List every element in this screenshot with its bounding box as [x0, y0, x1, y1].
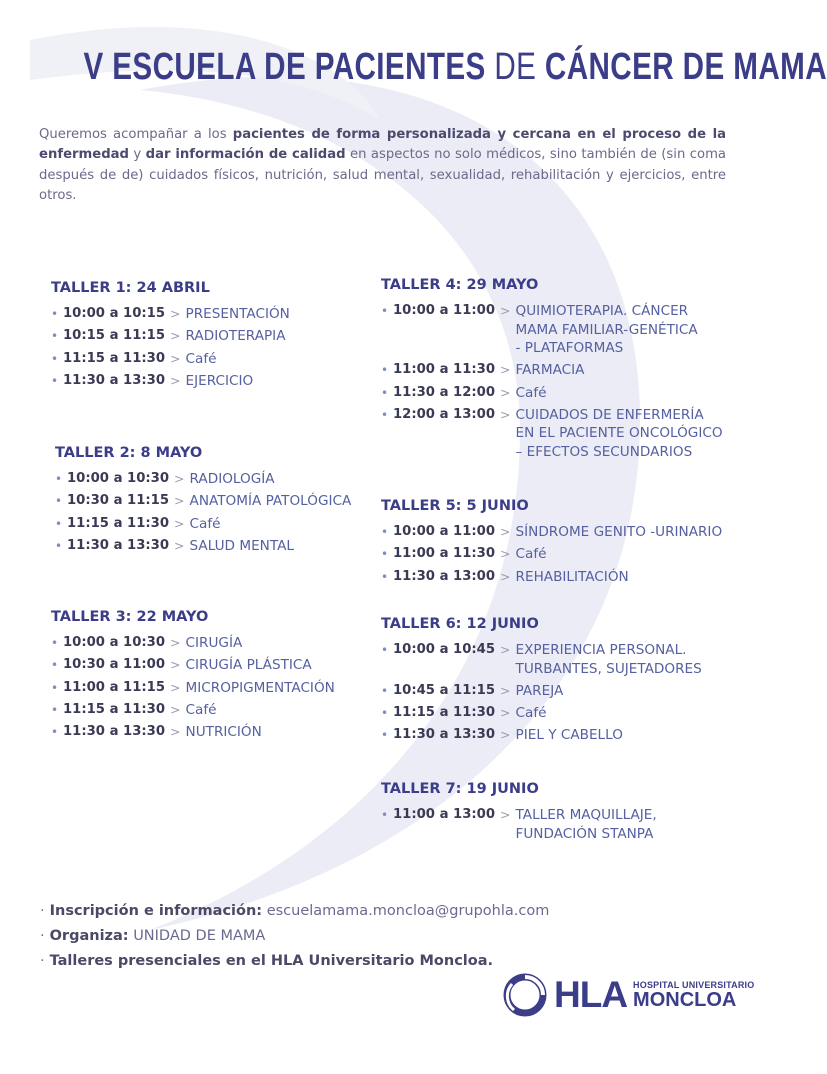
schedule-topic: REHABILITACIÓN	[515, 568, 629, 585]
schedule-topic: SÍNDROME GENITO -URINARIO	[515, 524, 723, 540]
taller-title: TALLER 2: 8 MAYO	[55, 445, 203, 461]
logo-line1: HOSPITAL UNIVERSITARIO	[633, 980, 755, 990]
chevron-right-icon: >	[500, 524, 511, 539]
bullet-icon: •	[381, 808, 389, 822]
schedule-item	[51, 656, 335, 675]
page-title: V ESCUELA DE PACIENTES DE CÁNCER DE MAMA	[83, 46, 827, 88]
chevron-right-icon: >	[170, 635, 181, 650]
schedule-topic: Café	[515, 384, 547, 401]
schedule-item	[51, 723, 335, 742]
schedule-time: 10:00 a 11:00	[393, 524, 496, 539]
chevron-right-icon: >	[500, 642, 511, 657]
intro-segment: en aspectos no solo médicos, sino también de (sin coma después de de) cuidados físicos, nutrición, salud mental, sexualidad, rehabilitación y ejercicios, entre otros.	[39, 147, 726, 204]
schedule-item	[51, 350, 290, 369]
bullet-icon: •	[51, 329, 59, 344]
schedule-time: 10:30 a 11:00	[63, 657, 166, 673]
bullet-icon: •	[381, 728, 389, 743]
schedule-time: 11:30 a 13:30	[63, 372, 166, 388]
schedule-time: 11:15 a 11:30	[393, 705, 496, 721]
taller-title: TALLER 4: 29 MAYO	[381, 277, 539, 293]
schedule-item	[381, 384, 723, 403]
schedule-time: 10:15 a 11:15	[63, 328, 166, 344]
schedule-item	[51, 305, 290, 324]
taller-7	[381, 781, 657, 847]
schedule-time: 11:30 a 13:30	[393, 727, 496, 743]
bullet-icon: •	[55, 494, 63, 509]
intro-segment: pacientes de forma personalizada y cercana en el proceso de la enfermedad	[39, 127, 726, 163]
chevron-right-icon: >	[170, 724, 181, 740]
schedule-item	[381, 523, 722, 542]
schedule-topic: Café	[189, 515, 221, 532]
schedule-topic: Café	[185, 701, 217, 718]
chevron-right-icon: >	[170, 657, 181, 673]
bullet-icon: •	[381, 385, 389, 400]
schedule-topic: PIEL Y CABELLO	[515, 727, 623, 744]
chevron-right-icon: >	[170, 372, 181, 388]
schedule-topic: Café	[515, 705, 547, 722]
footer-inscripcion: · Inscripción e información: escuelamama.moncloa@grupohla.com	[40, 903, 550, 919]
schedule-item	[55, 537, 351, 556]
schedule-item	[51, 327, 290, 346]
bullet-icon: •	[51, 725, 59, 740]
hla-logo-icon	[502, 972, 548, 1018]
chevron-right-icon: >	[500, 303, 511, 318]
intro-segment: dar información de calidad	[145, 147, 346, 163]
schedule-item	[381, 302, 723, 358]
schedule-time: 11:30 a 13:00	[393, 568, 496, 584]
chevron-right-icon: >	[500, 362, 511, 378]
chevron-right-icon: >	[500, 705, 511, 721]
taller-6	[381, 616, 702, 749]
chevron-right-icon: >	[170, 701, 181, 717]
schedule-time: 11:15 a 11:30	[67, 515, 170, 531]
schedule-topic: FARMACIA	[515, 362, 585, 379]
bullet-icon: •	[51, 351, 59, 366]
bullet-icon: •	[55, 516, 63, 531]
bullet-icon: •	[51, 373, 59, 388]
schedule-topic: TALLER MAQUILLAJE, FUNDACIÓN STANPA	[515, 807, 657, 842]
schedule-topic: MICROPIGMENTACIÓN	[185, 679, 335, 696]
chevron-right-icon: >	[170, 306, 181, 321]
schedule-item	[51, 372, 290, 391]
schedule-topic: CIRUGÍA	[185, 635, 243, 651]
schedule-item	[55, 470, 351, 489]
schedule-time: 10:30 a 11:15	[67, 493, 170, 509]
taller-title: TALLER 1: 24 ABRIL	[51, 280, 210, 296]
chevron-right-icon: >	[174, 537, 185, 553]
bullet-icon: •	[381, 706, 389, 721]
schedule-time: 11:00 a 11:15	[63, 679, 166, 695]
schedule-time: 11:15 a 11:30	[63, 350, 166, 366]
schedule-topic: NUTRICIÓN	[185, 724, 262, 741]
intro-segment: Queremos acompañar a los	[39, 127, 233, 142]
schedule-topic: EJERCICIO	[185, 372, 254, 389]
chevron-right-icon: >	[500, 384, 511, 400]
bullet-icon: •	[381, 683, 389, 698]
schedule-item	[381, 361, 723, 380]
schedule-topic: PRESENTACIÓN	[185, 306, 290, 322]
taller-1	[51, 280, 290, 394]
bullet-icon: •	[55, 472, 63, 486]
schedule-topic: RADIOLOGÍA	[189, 471, 275, 487]
schedule-time: 10:00 a 10:30	[67, 471, 170, 486]
schedule-time: 11:30 a 13:30	[63, 724, 166, 740]
chevron-right-icon: >	[170, 350, 181, 366]
schedule-topic: RADIOTERAPIA	[185, 328, 286, 345]
taller-5	[381, 498, 722, 590]
chevron-right-icon: >	[500, 406, 511, 422]
chevron-right-icon: >	[500, 682, 511, 698]
bullet-icon: •	[381, 363, 389, 378]
schedule-time: 10:00 a 10:15	[63, 306, 166, 321]
schedule-time: 11:15 a 11:30	[63, 701, 166, 717]
footer-talleres-note: · Talleres presenciales en el HLA Universitario Moncloa.	[40, 953, 494, 969]
bullet-icon: •	[381, 547, 389, 562]
schedule-topic: CIRUGÍA PLÁSTICA	[185, 657, 312, 674]
schedule-time: 10:00 a 11:00	[393, 303, 496, 318]
taller-title: TALLER 6: 12 JUNIO	[381, 616, 539, 632]
taller-3	[51, 609, 335, 745]
schedule-item	[55, 515, 351, 534]
schedule-item	[381, 641, 702, 678]
schedule-item	[381, 545, 722, 564]
schedule-time: 10:00 a 10:45	[393, 642, 496, 657]
schedule-item	[381, 568, 722, 587]
chevron-right-icon: >	[500, 807, 511, 822]
schedule-topic: Café	[515, 546, 547, 563]
hla-logo	[502, 974, 754, 1016]
schedule-item	[381, 704, 702, 723]
chevron-right-icon: >	[174, 471, 185, 486]
bullet-icon: •	[381, 569, 389, 584]
schedule-time: 11:00 a 11:30	[393, 362, 496, 378]
taller-title: TALLER 7: 19 JUNIO	[381, 781, 539, 797]
schedule-topic: QUIMIOTERAPIA. CÁNCER MAMA FAMILIAR-GENÉTICA - PLATAFORMAS	[515, 303, 698, 356]
intro-segment: y	[128, 147, 146, 163]
bullet-icon: •	[51, 680, 59, 695]
intro-paragraph	[39, 125, 726, 207]
logo-line2: MONCLOA	[633, 989, 737, 1011]
schedule-item	[51, 634, 335, 653]
schedule-time: 11:00 a 13:00	[393, 807, 496, 822]
schedule-topic: PAREJA	[515, 682, 564, 699]
schedule-topic: Café	[185, 350, 217, 367]
bullet-icon: •	[51, 658, 59, 673]
schedule-time: 10:00 a 10:30	[63, 635, 166, 650]
taller-title: TALLER 3: 22 MAYO	[51, 609, 209, 625]
bullet-icon: •	[55, 538, 63, 553]
schedule-topic: SALUD MENTAL	[189, 537, 294, 554]
bullet-icon: •	[51, 636, 59, 650]
footer-organiza: · Organiza: UNIDAD DE MAMA	[40, 928, 266, 944]
logo-brand: HLA	[554, 974, 628, 1015]
bullet-icon: •	[381, 525, 389, 539]
schedule-item	[55, 492, 351, 511]
schedule-item	[381, 406, 723, 462]
chevron-right-icon: >	[170, 328, 181, 344]
schedule-topic: CUIDADOS DE ENFERMERÍA EN EL PACIENTE ONCOLÓGICO – EFECTOS SECUNDARIOS	[515, 406, 723, 460]
chevron-right-icon: >	[500, 568, 511, 584]
taller-title: TALLER 5: 5 JUNIO	[381, 498, 529, 514]
schedule-item	[51, 679, 335, 698]
schedule-time: 11:30 a 13:30	[67, 537, 170, 553]
schedule-time: 10:45 a 11:15	[393, 682, 496, 698]
bullet-icon: •	[51, 307, 59, 321]
schedule-item	[381, 726, 702, 745]
bullet-icon: •	[381, 407, 389, 422]
schedule-item	[381, 682, 702, 701]
chevron-right-icon: >	[500, 546, 511, 562]
bullet-icon: •	[381, 304, 389, 318]
schedule-topic: ANATOMÍA PATOLÓGICA	[189, 493, 352, 510]
bullet-icon: •	[51, 702, 59, 717]
schedule-topic: EXPERIENCIA PERSONAL. TURBANTES, SUJETADORES	[515, 642, 702, 677]
chevron-right-icon: >	[174, 493, 185, 509]
chevron-right-icon: >	[500, 727, 511, 743]
chevron-right-icon: >	[170, 679, 181, 695]
chevron-right-icon: >	[174, 515, 185, 531]
schedule-time: 11:00 a 11:30	[393, 546, 496, 562]
schedule-item	[51, 701, 335, 720]
footer-info	[40, 899, 549, 974]
schedule-time: 12:00 a 13:00	[393, 406, 496, 422]
schedule-time: 11:30 a 12:00	[393, 384, 496, 400]
taller-4	[381, 277, 723, 465]
bullet-icon: •	[381, 643, 389, 657]
taller-2	[55, 445, 351, 559]
schedule-item	[381, 806, 657, 843]
email-link[interactable]: escuelamama.moncloa@grupohla.com	[266, 903, 550, 919]
